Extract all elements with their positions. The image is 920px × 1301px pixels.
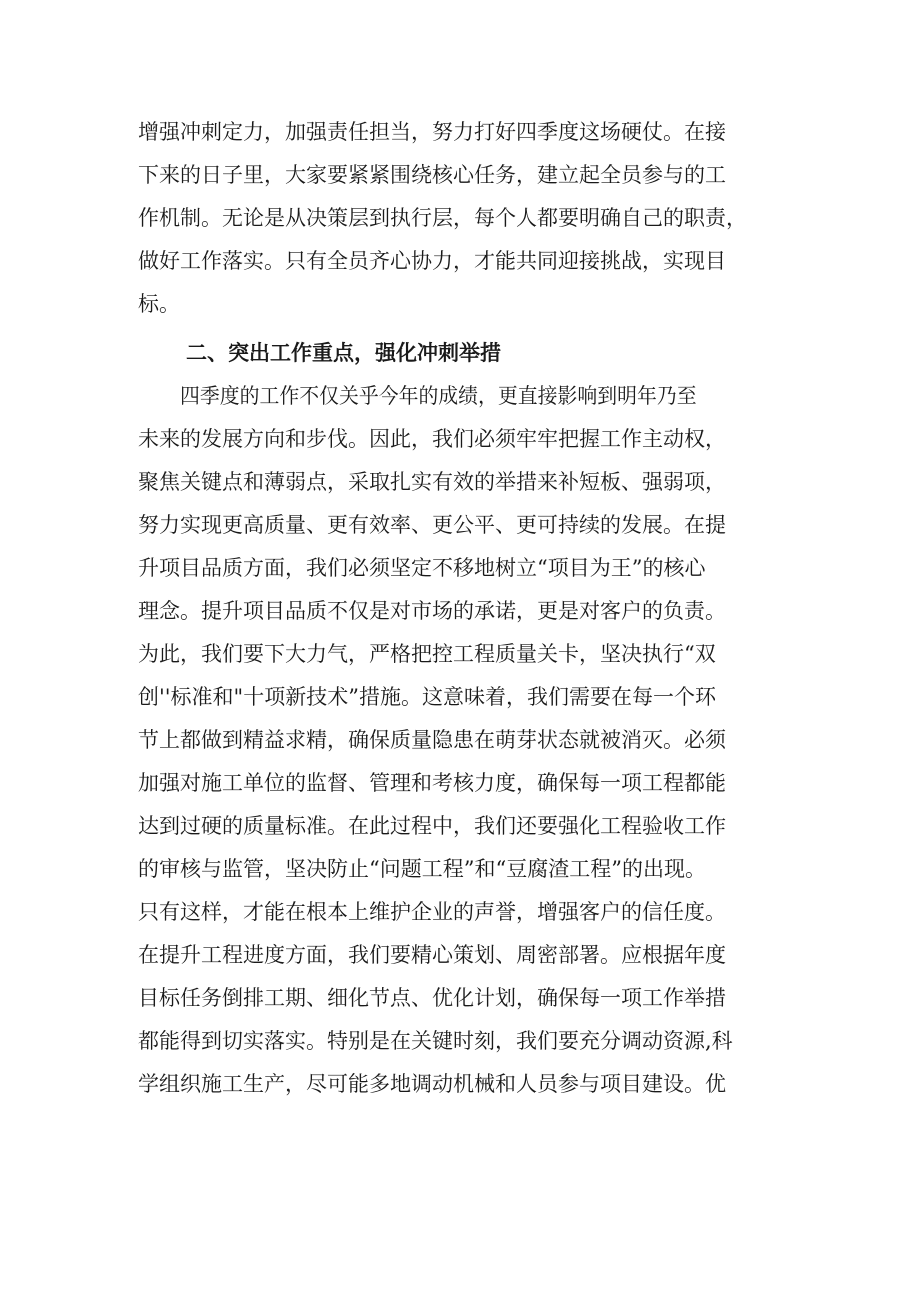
text-line: 只有这样，才能在根本上维护企业的声誉，增强客户的信任度。: [138, 900, 726, 924]
text-line: 为此，我们要下大力气，严格把控工程质量关卡，坚决执行“双: [138, 642, 716, 666]
text-line: 节上都做到精益求精，确保质量隐患在萌芽状态就被消灭。必须: [138, 728, 726, 752]
text-line: 目标任务倒排工期、细化节点、优化计划，确保每一项工作举措: [138, 986, 726, 1010]
text-line: 聚焦关键点和薄弱点，采取扎实有效的举措来补短板、强弱项，: [138, 470, 726, 494]
text-line: 加强对施工单位的监督、管理和考核力度，确保每一项工程都能: [138, 771, 726, 795]
text-line: 作机制。无论是从决策层到执行层，每个人都要明确自己的职责，: [138, 206, 747, 230]
text-line: 达到过硬的质量标准。在此过程中，我们还要强化工程验收工作: [138, 814, 726, 838]
text-line: 创''标准和"十项新技术”措施。这意味着，我们需要在每一个环: [138, 685, 716, 709]
text-line: 在提升工程进度方面，我们要精心策划、周密部署。应根据年度: [138, 943, 726, 967]
text-line: 四季度的工作不仅关乎今年的成绩，更直接影响到明年乃至: [180, 384, 697, 408]
text-line: 升项目品质方面，我们必须坚定不移地树立“项目为王”的核心: [138, 556, 706, 580]
text-line: 标。: [138, 292, 180, 316]
text-line: 学组织施工生产，尽可能多地调动机械和人员参与项目建设。优: [138, 1072, 726, 1096]
text-line: 做好工作落实。只有全员齐心协力，才能共同迎接挑战，实现目: [138, 249, 726, 273]
text-line: 理念。提升项目品质不仅是对市场的承诺，更是对客户的负责。: [138, 599, 726, 623]
text-line: 努力实现更高质量、更有效率、更公平、更可持续的发展。在提: [138, 513, 726, 537]
section-heading: 二、突出工作重点，强化冲刺举措: [186, 341, 501, 365]
text-line: 下来的日子里，大家要紧紧围绕核心任务，建立起全员参与的工: [138, 163, 726, 187]
text-line: 未来的发展方向和步伐。因此，我们必须牢牢把握工作主动权，: [138, 427, 726, 451]
text-line: 的审核与监管，坚决防止“问题工程”和“豆腐渣工程”的出现。: [138, 857, 706, 881]
text-line: 增强冲刺定力，加强责任担当，努力打好四季度这场硬仗。在接: [138, 120, 726, 144]
text-line: 都能得到切实落实。特别是在关键时刻，我们要充分调动资源,科: [138, 1029, 733, 1053]
